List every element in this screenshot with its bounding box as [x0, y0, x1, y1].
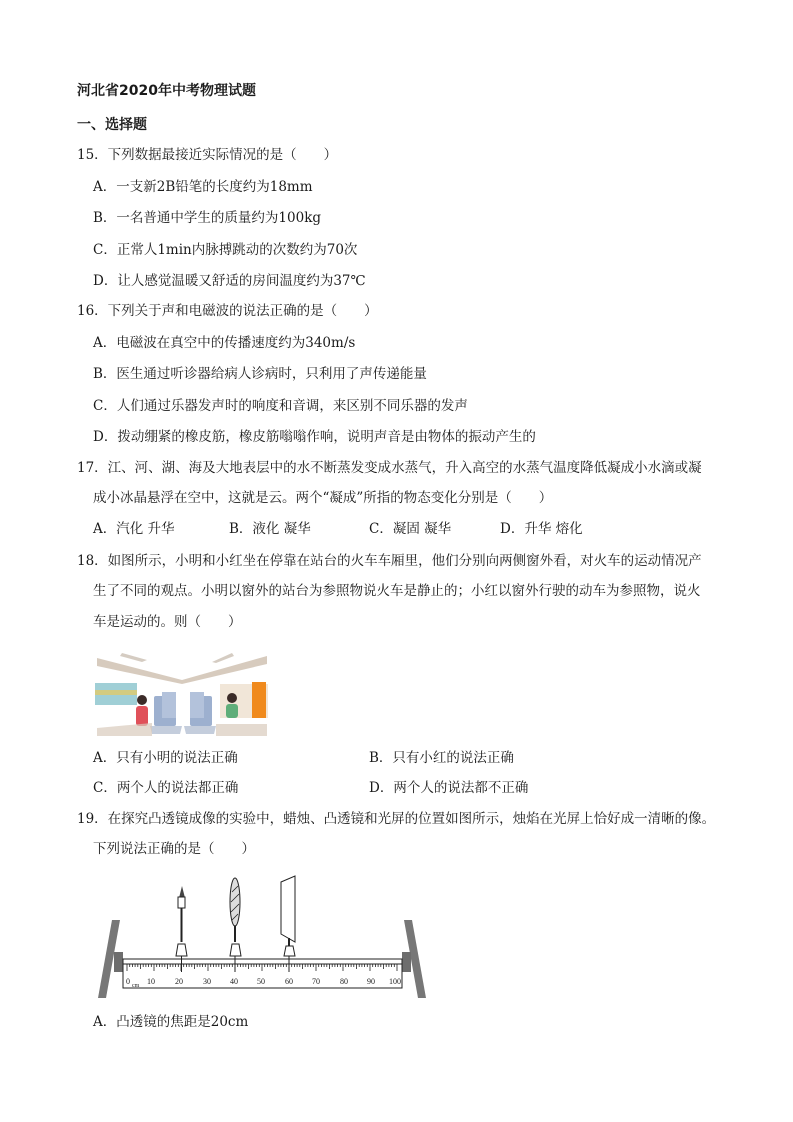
svg-text:60: 60: [285, 977, 293, 986]
question-stem: 15．下列数据最接近实际情况的是（ ）: [77, 147, 338, 163]
svg-text:30: 30: [203, 977, 211, 986]
option-b: B．液化 凝华: [229, 521, 311, 537]
section-heading: 一、选择题: [77, 117, 147, 133]
option-b: B．医生通过听诊器给病人诊病时，只利用了声传递能量: [93, 366, 427, 382]
option-d: D．升华 熔化: [500, 521, 583, 537]
option-a: A．汽化 升华: [93, 521, 175, 537]
option-b: B．一名普通中学生的质量约为100kg: [93, 210, 322, 226]
svg-text:0: 0: [126, 977, 130, 986]
svg-text:20: 20: [175, 977, 183, 986]
document-title: 河北省2020年中考物理试题: [77, 83, 256, 99]
question-stem: 16．下列关于声和电磁波的说法正确的是（ ）: [77, 303, 378, 319]
option-d: D．让人感觉温暖又舒适的房间温度约为37℃: [93, 273, 366, 289]
svg-text:100: 100: [389, 977, 401, 986]
question-stem-line-2: 生了不同的观点。小明以窗外的站台为参照物说火车是静止的；小红以窗外行驶的动车为参照物，说火: [93, 583, 701, 599]
option-c: C．凝固 凝华: [369, 521, 452, 537]
svg-text:40: 40: [230, 977, 238, 986]
svg-text:50: 50: [257, 977, 265, 986]
light-screen: [281, 876, 295, 972]
option-c: C．人们通过乐器发声时的响度和音调，来区别不同乐器的发声: [93, 398, 468, 414]
question-stem-line-3: 车是运动的。则（ ）: [93, 614, 242, 630]
question-stem-line-1: 19．在探究凸透镜成像的实验中，蜡烛、凸透镜和光屏的位置如图所示，烛焰在光屏上恰好成一清晰的像。: [77, 811, 716, 827]
question-stem-line-1: 18．如图所示，小明和小红坐在停靠在站台的火车车厢里，他们分别向两侧窗外看，对火车的运动情况产: [77, 553, 702, 569]
option-d: D．拨动绷紧的橡皮筋，橡皮筋嗡嗡作响，说明声音是由物体的振动产生的: [93, 429, 536, 445]
option-b: B．只有小红的说法正确: [369, 750, 514, 766]
svg-text:cm: cm: [132, 983, 140, 989]
question-stem-line-2: 下列说法正确的是（ ）: [93, 841, 255, 857]
option-a: A．电磁波在真空中的传播速度约为340m/s: [93, 335, 356, 351]
svg-text:80: 80: [340, 977, 348, 986]
option-c: C．两个人的说法都正确: [93, 780, 239, 796]
convex-lens: [230, 878, 241, 972]
svg-text:90: 90: [367, 977, 375, 986]
optical-bench-diagram: [98, 872, 428, 1002]
option-a: A．凸透镜的焦距是20cm: [93, 1014, 249, 1030]
question-stem-line-2: 成小冰晶悬浮在空中，这就是云。两个“凝成”所指的物态变化分别是（ ）: [93, 490, 553, 506]
option-c: C．正常人1min内脉搏跳动的次数约为70次: [93, 242, 358, 258]
svg-text:70: 70: [312, 977, 320, 986]
option-a: A．只有小明的说法正确: [93, 750, 238, 766]
svg-text:10: 10: [147, 977, 155, 986]
option-d: D．两个人的说法都不正确: [369, 780, 529, 796]
question-stem-line-1: 17．江、河、湖、海及大地表层中的水不断蒸发变成水蒸气，升入高空的水蒸气温度降低凝成小水滴或凝: [77, 460, 702, 476]
train-carriage-illustration: [92, 648, 272, 738]
option-a: A．一支新2B铅笔的长度约为18mm: [93, 179, 313, 195]
